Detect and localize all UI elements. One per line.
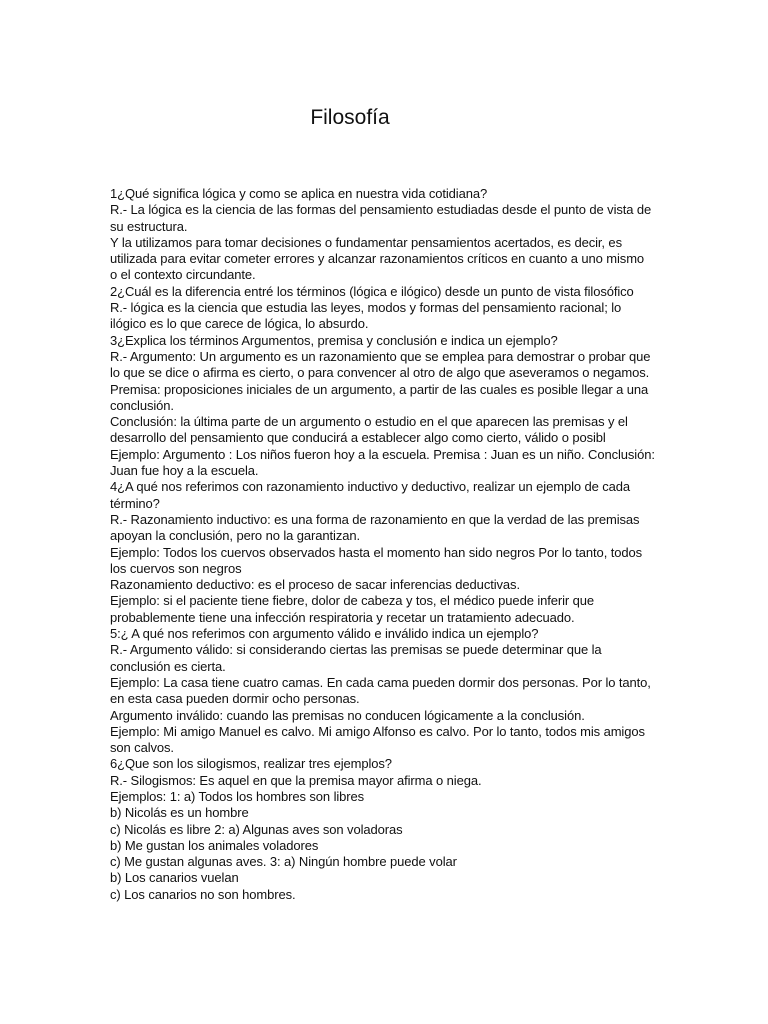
text-line: probablemente tiene una infección respiratoria y recetar un tratamiento adecuado. — [110, 609, 575, 625]
text-line: b) Los canarios vuelan — [110, 870, 239, 886]
text-line: 4¿A qué nos referimos con razonamiento inductivo y deductivo, realizar un ejemplo de cada — [110, 479, 631, 495]
text-line: 5:¿ A qué nos referimos con argumento válido e inválido indica un ejemplo? — [110, 626, 539, 642]
text-line: conclusión. — [110, 397, 174, 413]
text-line: desarrollo del pensamiento que conducirá a establecer algo como cierto, válido o posibl — [110, 430, 606, 446]
text-line: Conclusión: la última parte de un argumento o estudio en el que aparecen las premisas y el — [110, 414, 628, 430]
text-line: Juan fue hoy a la escuela. — [110, 463, 259, 479]
text-line: Ejemplo: Todos los cuervos observados hasta el momento han sido negros Por lo tanto, todos — [110, 544, 643, 560]
text-line: R.- Razonamiento inductivo: es una forma de razonamiento en que la verdad de las premisas — [110, 511, 640, 527]
text-line: Ejemplo: Mi amigo Manuel es calvo. Mi amigo Alfonso es calvo. Por lo tanto, todos mis amigos — [110, 723, 645, 739]
text-line: apoyan la conclusión, pero no la garantizan. — [110, 528, 360, 544]
text-line: c) Los canarios no son hombres. — [110, 886, 296, 902]
text-line: conclusión es cierta. — [110, 658, 226, 674]
text-line: ilógico es lo que carece de lógica, lo absurdo. — [110, 316, 369, 332]
text-line: término? — [110, 495, 160, 511]
text-line: o el contexto circundante. — [110, 267, 256, 283]
text-line: Ejemplo: Argumento : Los niños fueron hoy a la escuela. Premisa : Juan es un niño. Conclusión: — [110, 446, 655, 462]
page-title-text: Filosofía — [310, 106, 390, 129]
text-line: 3¿Explica los términos Argumentos, premisa y conclusión e indica un ejemplo? — [110, 332, 558, 348]
text-line: Ejemplo: La casa tiene cuatro camas. En cada cama pueden dormir dos personas. Por lo tanto, — [110, 674, 651, 690]
text-line: R.- Silogismos: Es aquel en que la premisa mayor afirma o niega. — [110, 772, 482, 788]
text-line: su estructura. — [110, 218, 188, 234]
text-line: b) Me gustan los animales voladores — [110, 837, 319, 853]
text-line: son calvos. — [110, 740, 174, 756]
text-line: R.- La lógica es la ciencia de las formas del pensamiento estudiadas desde el punto de vista de — [110, 202, 652, 218]
text-line: Ejemplos: 1: a) Todos los hombres son libres — [110, 788, 365, 804]
text-line: Premisa: proposiciones iniciales de un argumento, a partir de las cuales es posible llegar a una — [110, 381, 649, 397]
text-line: 1¿Qué significa lógica y como se aplica en nuestra vida cotidiana? — [110, 186, 488, 201]
text-line: Y la utilizamos para tomar decisiones o fundamentar pensamientos acertados, es decir, es — [110, 234, 622, 250]
text-line: R.- Argumento: Un argumento es un razonamiento que se emplea para demostrar o probar que — [110, 348, 651, 364]
text-line: lo que se dice o afirma es cierto, o para convencer al otro de algo que aseveramos o negamos. — [110, 365, 650, 381]
text-line: Ejemplo: si el paciente tiene fiebre, dolor de cabeza y tos, el médico puede inferir que — [110, 593, 595, 609]
text-line: en esta casa pueden dormir ocho personas. — [110, 691, 360, 707]
text-line: Argumento inválido: cuando las premisas no conducen lógicamente a la conclusión. — [110, 707, 585, 723]
text-line: los cuervos son negros — [110, 560, 242, 576]
text-line: R.- lógica es la ciencia que estudia las leyes, modos y formas del pensamiento racional; lo — [110, 300, 622, 316]
text-line: c) Me gustan algunas aves. 3: a) Ningún hombre puede volar — [110, 854, 457, 870]
text-line: c) Nicolás es libre 2: a) Algunas aves son voladoras — [110, 821, 403, 837]
document-body — [110, 186, 662, 903]
text-line: Razonamiento deductivo: es el proceso de sacar inferencias deductivas. — [110, 577, 520, 593]
text-line: utilizada para evitar cometer errores y alcanzar razonamientos críticos en cuanto a uno mismo — [110, 251, 645, 267]
page-title — [0, 104, 700, 132]
text-line: b) Nicolás es un hombre — [110, 805, 249, 821]
text-line: 2¿Cuál es la diferencia entré los términos (lógica e ilógico) desde un punto de vista filosófico — [110, 283, 634, 299]
text-line: 6¿Que son los silogismos, realizar tres ejemplos? — [110, 756, 392, 772]
text-line: R.- Argumento válido: si considerando ciertas las premisas se puede determinar que la — [110, 642, 602, 658]
